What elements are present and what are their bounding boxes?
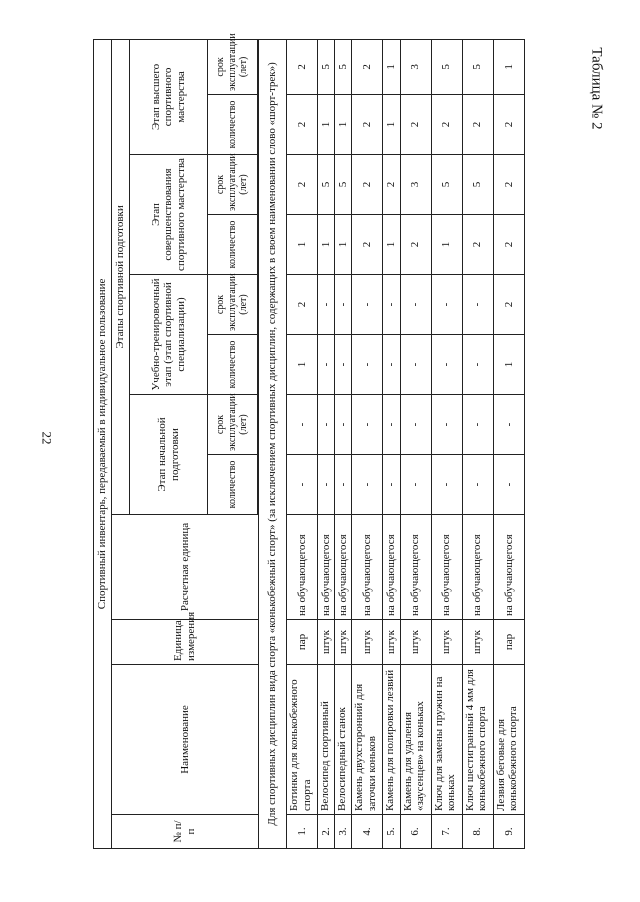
row-number: 8. bbox=[462, 815, 493, 849]
row-unit: штук bbox=[400, 620, 431, 665]
row-unit: штук bbox=[431, 620, 462, 665]
column-header-calc: Расчетная единица bbox=[112, 515, 259, 620]
row-value: - bbox=[352, 455, 383, 515]
row-value: - bbox=[462, 335, 493, 395]
subheader-term: срок эксплуатации (лет) bbox=[208, 39, 258, 94]
row-value: 5 bbox=[431, 155, 462, 215]
row-number: 7. bbox=[431, 815, 462, 849]
row-value: - bbox=[318, 275, 335, 335]
row-value: 5 bbox=[335, 155, 352, 215]
row-unit: штук bbox=[318, 620, 335, 665]
row-value: - bbox=[335, 275, 352, 335]
row-unit: штук bbox=[383, 620, 400, 665]
row-value: - bbox=[352, 395, 383, 455]
row-value: 1 bbox=[431, 215, 462, 275]
row-value: - bbox=[352, 275, 383, 335]
row-calc: на обучающегося bbox=[431, 515, 462, 620]
row-value: 2 bbox=[352, 215, 383, 275]
row-value: 1 bbox=[287, 335, 318, 395]
page-number: 22 bbox=[39, 431, 55, 445]
row-value: - bbox=[431, 395, 462, 455]
row-number: 9. bbox=[493, 815, 524, 849]
row-number: 4. bbox=[352, 815, 383, 849]
row-value: 2 bbox=[400, 215, 431, 275]
table-row bbox=[287, 39, 318, 848]
row-value: 2 bbox=[287, 39, 318, 94]
row-calc: на обучающегося bbox=[352, 515, 383, 620]
row-value: 2 bbox=[493, 95, 524, 155]
row-value: - bbox=[335, 395, 352, 455]
row-value: 1 bbox=[493, 335, 524, 395]
stage-header-training: Учебно-тренировочный этап (этап спортивной специализации) bbox=[130, 275, 208, 395]
subheader-term: срок эксплуатации (лет) bbox=[208, 395, 258, 455]
row-value: 1 bbox=[335, 215, 352, 275]
row-value: - bbox=[287, 395, 318, 455]
column-header-number: № п/п bbox=[112, 815, 259, 849]
row-value: 1 bbox=[318, 215, 335, 275]
row-value: - bbox=[431, 335, 462, 395]
row-value: - bbox=[318, 455, 335, 515]
table-main-header: Спортивный инвентарь, передаваемый в индивидуальное пользование bbox=[94, 39, 112, 848]
table-row bbox=[318, 39, 335, 848]
row-value: 3 bbox=[400, 39, 431, 94]
row-value: - bbox=[400, 275, 431, 335]
row-value: - bbox=[493, 395, 524, 455]
row-value: 5 bbox=[318, 155, 335, 215]
subheader-term: срок эксплуатации (лет) bbox=[208, 275, 258, 335]
row-number: 2. bbox=[318, 815, 335, 849]
row-name: Велосипедный станок bbox=[335, 665, 352, 815]
row-value: - bbox=[493, 455, 524, 515]
row-value: 1 bbox=[335, 95, 352, 155]
row-number: 1. bbox=[287, 815, 318, 849]
row-value: - bbox=[400, 395, 431, 455]
row-value: 1 bbox=[383, 215, 400, 275]
row-value: 2 bbox=[383, 155, 400, 215]
section-title: Для спортивных дисциплин вида спорта «конькобежный спорт» (за исключением спортивных дисциплин, содержащих в своем наименовании слово «шорт-трек») bbox=[259, 39, 287, 848]
row-value: 2 bbox=[400, 95, 431, 155]
row-name: Ботинки для конькобежного спорта bbox=[287, 665, 318, 815]
table-row bbox=[400, 39, 431, 848]
table-row bbox=[335, 39, 352, 848]
column-header-unit: Единица измерения bbox=[112, 620, 259, 665]
row-value: - bbox=[400, 335, 431, 395]
row-calc: на обучающегося bbox=[383, 515, 400, 620]
subheader-quantity: количество bbox=[208, 335, 258, 395]
row-number: 5. bbox=[383, 815, 400, 849]
row-calc: на обучающегося bbox=[493, 515, 524, 620]
table-title: Таблица № 2 bbox=[588, 47, 605, 130]
row-name: Камень для полировки лезвий bbox=[383, 665, 400, 815]
subheader-quantity: количество bbox=[208, 95, 258, 155]
row-value: 2 bbox=[493, 215, 524, 275]
row-name: Лезвия беговые для конькобежного спорта bbox=[493, 665, 524, 815]
row-value: - bbox=[318, 395, 335, 455]
row-calc: на обучающегося bbox=[462, 515, 493, 620]
row-unit: штук bbox=[335, 620, 352, 665]
row-value: 1 bbox=[493, 39, 524, 94]
row-value: - bbox=[287, 455, 318, 515]
row-value: 2 bbox=[462, 215, 493, 275]
row-value: 1 bbox=[383, 39, 400, 94]
row-name: Ключ для замены пружин на коньках bbox=[431, 665, 462, 815]
row-value: 1 bbox=[287, 215, 318, 275]
row-value: 2 bbox=[287, 95, 318, 155]
stage-header-highest: Этап высшего спортивного мастерства bbox=[130, 39, 208, 154]
table-row bbox=[493, 39, 524, 848]
row-name: Ключ шестигранный 4 мм для конькобежного спорта bbox=[462, 665, 493, 815]
row-calc: на обучающегося bbox=[287, 515, 318, 620]
row-value: - bbox=[383, 275, 400, 335]
row-calc: на обучающегося bbox=[335, 515, 352, 620]
row-number: 3. bbox=[335, 815, 352, 849]
row-value: 3 bbox=[400, 155, 431, 215]
stages-group-header: Этапы спортивной подготовки bbox=[112, 39, 130, 514]
table-row bbox=[352, 39, 383, 848]
row-value: 2 bbox=[493, 275, 524, 335]
row-name: Камень для удаления «заусенцев» на коньках bbox=[400, 665, 431, 815]
table-row bbox=[462, 39, 493, 848]
table-row bbox=[431, 39, 462, 848]
row-value: 2 bbox=[352, 95, 383, 155]
row-value: - bbox=[431, 275, 462, 335]
column-header-name: Наименование bbox=[112, 665, 259, 815]
subheader-quantity: количество bbox=[208, 455, 258, 515]
row-value: - bbox=[383, 335, 400, 395]
row-value: 2 bbox=[352, 155, 383, 215]
row-value: 1 bbox=[318, 95, 335, 155]
row-value: 2 bbox=[431, 95, 462, 155]
row-value: 1 bbox=[383, 95, 400, 155]
row-value: - bbox=[462, 395, 493, 455]
row-unit: пар bbox=[287, 620, 318, 665]
equipment-table bbox=[93, 33, 525, 849]
row-value: - bbox=[335, 335, 352, 395]
row-value: 5 bbox=[335, 39, 352, 94]
row-value: - bbox=[462, 275, 493, 335]
row-unit: штук bbox=[462, 620, 493, 665]
row-value: - bbox=[400, 455, 431, 515]
row-value: 2 bbox=[352, 39, 383, 94]
row-value: - bbox=[383, 395, 400, 455]
row-unit: пар bbox=[493, 620, 524, 665]
subheader-term: срок эксплуатации (лет) bbox=[208, 155, 258, 215]
subheader-quantity: количество bbox=[208, 215, 258, 275]
row-value: - bbox=[431, 455, 462, 515]
row-value: 5 bbox=[431, 39, 462, 94]
rotated-table-container bbox=[93, 33, 525, 849]
row-unit: штук bbox=[352, 620, 383, 665]
row-value: 5 bbox=[318, 39, 335, 94]
table-row bbox=[383, 39, 400, 848]
stage-header-improvement: Этап совершенствования спортивного мастерства bbox=[130, 155, 208, 275]
row-calc: на обучающегося bbox=[400, 515, 431, 620]
stage-header-initial: Этап начальной подготовки bbox=[130, 395, 208, 515]
row-value: - bbox=[352, 335, 383, 395]
row-name: Велосипед спортивный bbox=[318, 665, 335, 815]
row-value: 5 bbox=[462, 39, 493, 94]
row-value: - bbox=[318, 335, 335, 395]
row-value: 2 bbox=[287, 155, 318, 215]
row-value: - bbox=[335, 455, 352, 515]
row-value: 2 bbox=[287, 275, 318, 335]
row-number: 6. bbox=[400, 815, 431, 849]
row-value: 2 bbox=[493, 155, 524, 215]
row-value: - bbox=[462, 455, 493, 515]
row-value: 2 bbox=[462, 95, 493, 155]
row-name: Камень двухсторонний для заточки коньков bbox=[352, 665, 383, 815]
row-value: - bbox=[383, 455, 400, 515]
row-calc: на обучающегося bbox=[318, 515, 335, 620]
row-value: 5 bbox=[462, 155, 493, 215]
